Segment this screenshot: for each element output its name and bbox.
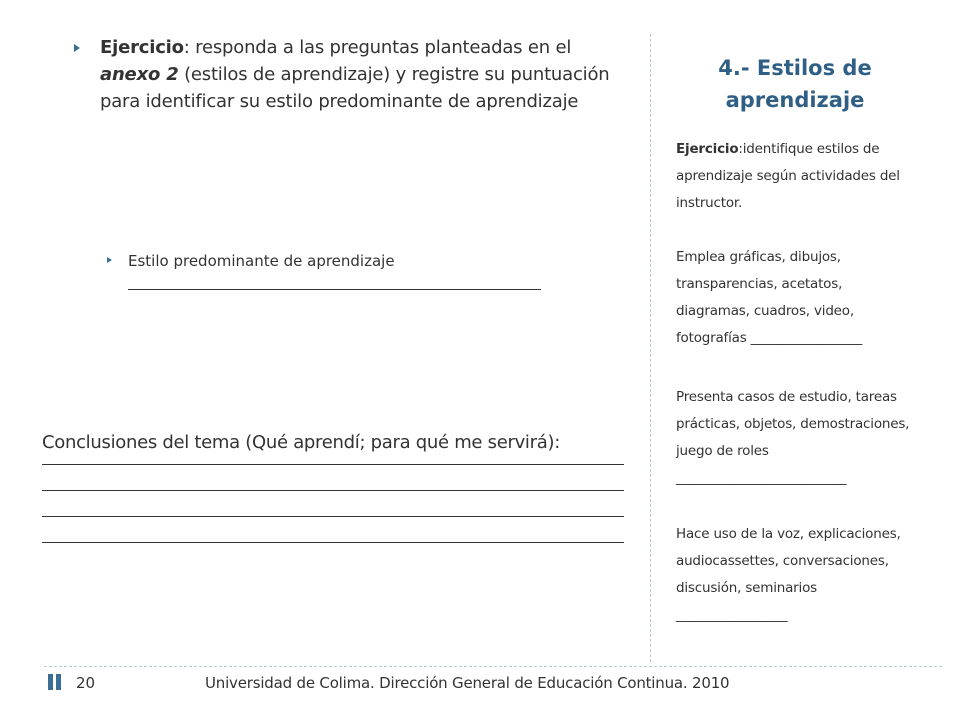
kinesthetic-activities-text: Presenta casos de estudio, tareas prácticas, objetos, demostraciones, juego de roles xyxy=(676,389,910,459)
sidebar-exercise-label: Ejercicio xyxy=(676,141,739,157)
exercise-instruction xyxy=(100,34,620,115)
exercise-label: Ejercicio xyxy=(100,37,184,58)
exercise-text-2: (estilos de aprendizaje) y registre su puntuación para identificar su estilo predominante de aprendizaje xyxy=(100,64,610,112)
footer-divider xyxy=(44,666,942,667)
conclusions-section xyxy=(42,430,632,543)
section-title: 4.- Estilos de aprendizaje xyxy=(718,56,872,112)
predominant-style-label: Estilo predominante de aprendizaje xyxy=(128,252,395,270)
sub-bullet-arrow-icon xyxy=(107,257,112,263)
kinesthetic-activities-blank: __________________________ xyxy=(676,470,847,486)
visual-activities-blank: _________________ xyxy=(750,330,863,346)
kinesthetic-activities xyxy=(676,384,916,492)
annex-reference: anexo 2 xyxy=(100,64,179,85)
auditory-activities xyxy=(676,521,926,629)
exercise-text-1: : responda a las preguntas planteadas en el xyxy=(183,37,572,58)
conclusions-line-3 xyxy=(42,516,624,517)
visual-activities xyxy=(676,244,916,352)
vertical-divider xyxy=(650,34,651,662)
auditory-activities-text: Hace uso de la voz, explicaciones, audiocassettes, conversaciones, discusión, seminarios xyxy=(676,526,901,596)
conclusions-line-4 xyxy=(42,542,624,543)
visual-activities-text: Emplea gráficas, dibujos, transparencias, acetatos, diagramas, cuadros, video, fotografías xyxy=(676,249,854,346)
predominant-style-item xyxy=(128,249,548,290)
conclusions-line-1 xyxy=(42,464,624,465)
predominant-style-blank xyxy=(128,273,541,290)
bullet-arrow-icon xyxy=(74,44,80,52)
sidebar-exercise xyxy=(676,136,926,217)
conclusions-line-2 xyxy=(42,490,624,491)
conclusions-label: Conclusiones del tema (Qué aprendí; para qué me servirá): xyxy=(42,432,560,453)
page-number: 20 xyxy=(76,674,96,692)
sidebar-exercise-text: :identifique estilos de aprendizaje según actividades del instructor. xyxy=(676,141,900,211)
footer-text: Universidad de Colima. Dirección General de Educación Continua. 2010 xyxy=(205,674,730,692)
footer-accent-icon xyxy=(48,674,53,690)
auditory-activities-blank: _________________ xyxy=(676,607,788,623)
